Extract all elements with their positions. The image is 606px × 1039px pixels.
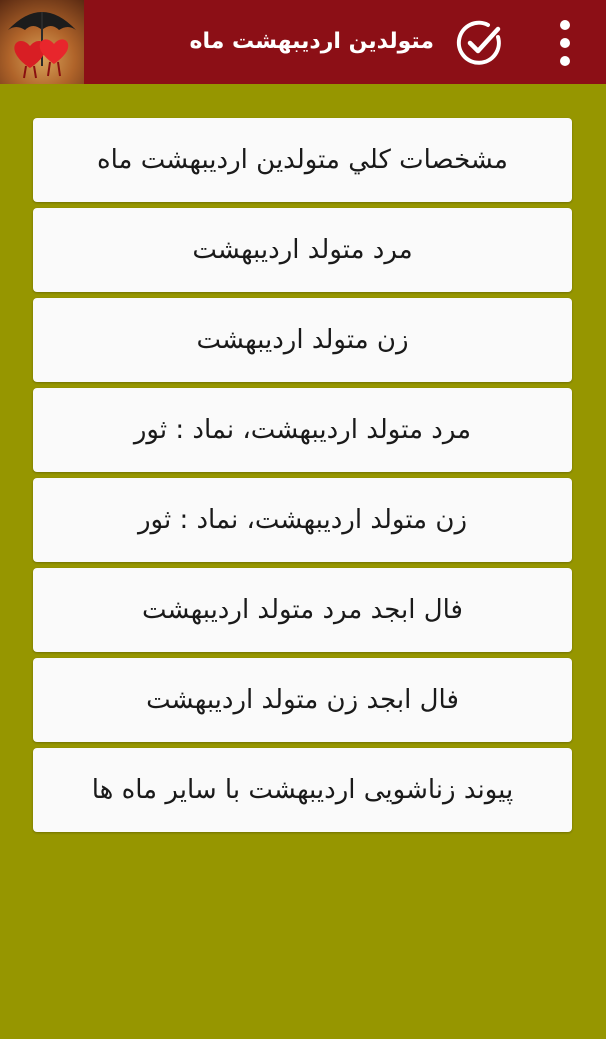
menu-item-ordibehesht-woman[interactable] [33, 298, 572, 382]
app-title: متولدین اردیبهشت ماه [189, 29, 434, 54]
menu-list [33, 118, 572, 838]
menu-item-label: زن متولد اردیبهشت [196, 325, 409, 355]
menu-item-label: زن متولد اردیبهشت، نماد : ثور [137, 505, 468, 535]
menu-item-marriage-compatibility[interactable] [33, 748, 572, 832]
menu-item-label: پیوند زناشویی اردیبهشت با سایر ماه ها [91, 775, 514, 805]
menu-item-label: مرد متولد اردیبهشت [192, 235, 413, 265]
hearts-umbrella-logo [0, 0, 84, 84]
menu-item-abjad-woman[interactable] [33, 658, 572, 742]
check-button[interactable] [454, 17, 506, 69]
menu-item-ordibehesht-man[interactable] [33, 208, 572, 292]
menu-item-abjad-man[interactable] [33, 568, 572, 652]
menu-item-label: مرد متولد اردیبهشت، نماد : ثور [133, 415, 472, 445]
app-bar [0, 0, 606, 84]
more-vert-icon [548, 16, 582, 70]
menu-item-woman-taurus[interactable] [33, 478, 572, 562]
menu-item-label: فال ابجد زن متولد اردیبهشت [146, 685, 459, 715]
check-circle-icon [454, 17, 506, 69]
menu-item-label: مشخصات کلي متولدين ارديبهشت ماه [97, 145, 508, 175]
overflow-menu-button[interactable] [548, 16, 582, 70]
menu-item-general-traits[interactable] [33, 118, 572, 202]
menu-item-man-taurus[interactable] [33, 388, 572, 472]
menu-item-label: فال ابجد مرد متولد اردیبهشت [142, 595, 463, 625]
